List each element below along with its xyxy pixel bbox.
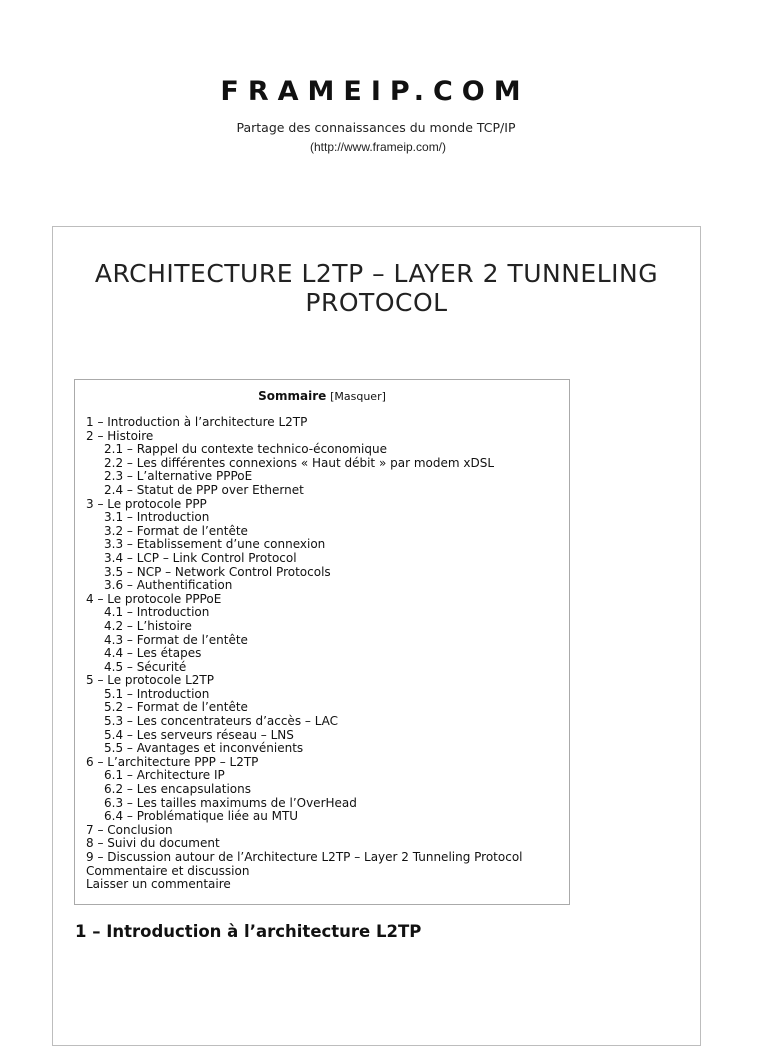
- toc-item[interactable]: 4.4 – Les étapes: [104, 646, 202, 661]
- toc-hide-toggle[interactable]: [Masquer]: [330, 390, 386, 403]
- site-url[interactable]: (http://www.frameip.com/): [309, 140, 447, 154]
- toc-item[interactable]: Laisser un commentaire: [86, 877, 231, 892]
- toc-item[interactable]: 3.6 – Authentification: [104, 578, 233, 593]
- toc-item[interactable]: 4.2 – L’histoire: [104, 618, 192, 633]
- toc-item[interactable]: 7 – Conclusion: [86, 822, 173, 837]
- toc-item[interactable]: 9 – Discussion autour de l’Architecture L2TP – Layer 2 Tunneling Protocol: [86, 850, 523, 864]
- toc-item[interactable]: 3 – Le protocole PPP: [86, 496, 207, 511]
- toc-item[interactable]: 3.4 – LCP – Link Control Protocol: [104, 550, 297, 565]
- toc-item[interactable]: 4 – Le protocole PPPoE: [86, 591, 222, 606]
- toc-item[interactable]: 2.4 – Statut de PPP over Ethernet: [104, 482, 304, 497]
- site-tagline: Partage des connaissances du monde TCP/IP: [236, 120, 516, 135]
- toc-item[interactable]: 6 – L’architecture PPP – L2TP: [86, 754, 259, 769]
- toc-item[interactable]: 5.3 – Les concentrateurs d’accès – LAC: [104, 714, 339, 729]
- toc-header: [75, 389, 569, 403]
- toc-item[interactable]: 4.1 – Introduction: [104, 605, 210, 620]
- toc-item[interactable]: 2.1 – Rappel du contexte technico-économique: [104, 442, 387, 457]
- toc-item[interactable]: 5.1 – Introduction: [104, 686, 210, 701]
- toc-item[interactable]: 3.5 – NCP – Network Control Protocols: [104, 564, 331, 579]
- toc-item[interactable]: 6.1 – Architecture IP: [104, 768, 225, 783]
- toc-item[interactable]: 8 – Suivi du document: [86, 836, 220, 851]
- toc-item[interactable]: 5 – Le protocole L2TP: [86, 673, 214, 688]
- toc-item[interactable]: 6.2 – Les encapsulations: [104, 782, 251, 797]
- toc-item[interactable]: 4.3 – Format de l’entête: [104, 632, 248, 647]
- toc-title: Sommaire: [258, 389, 327, 403]
- toc-list: [86, 416, 566, 892]
- toc-item[interactable]: 2.3 – L’alternative PPPoE: [104, 469, 253, 484]
- toc-item[interactable]: 4.5 – Sécurité: [104, 659, 187, 674]
- section-heading: 1 – Introduction à l’architecture L2TP: [75, 922, 422, 941]
- toc-item[interactable]: 5.5 – Avantages et inconvénients: [104, 741, 304, 756]
- toc-item[interactable]: 2.2 – Les différentes connexions « Haut débit » par modem xDSL: [104, 455, 495, 470]
- toc-item[interactable]: 5.2 – Format de l’entête: [104, 700, 248, 715]
- toc-item[interactable]: 1 – Introduction à l’architecture L2TP: [86, 415, 308, 429]
- table-of-contents: [74, 379, 570, 905]
- toc-item[interactable]: 6.4 – Problématique liée au MTU: [104, 809, 299, 824]
- article-title: ARCHITECTURE L2TP – LAYER 2 TUNNELING PROTOCOL: [94, 259, 659, 317]
- toc-item[interactable]: 3.1 – Introduction: [104, 510, 210, 525]
- toc-item[interactable]: 2 – Histoire: [86, 428, 154, 443]
- toc-item[interactable]: 3.2 – Format de l’entête: [104, 523, 248, 538]
- toc-item[interactable]: 5.4 – Les serveurs réseau – LNS: [104, 727, 294, 742]
- toc-item[interactable]: 6.3 – Les tailles maximums de l’OverHead: [104, 795, 357, 810]
- toc-item[interactable]: 3.3 – Etablissement d’une connexion: [104, 537, 326, 552]
- toc-item[interactable]: Commentaire et discussion: [86, 863, 250, 878]
- site-title[interactable]: FRAMEIP.COM: [220, 76, 530, 107]
